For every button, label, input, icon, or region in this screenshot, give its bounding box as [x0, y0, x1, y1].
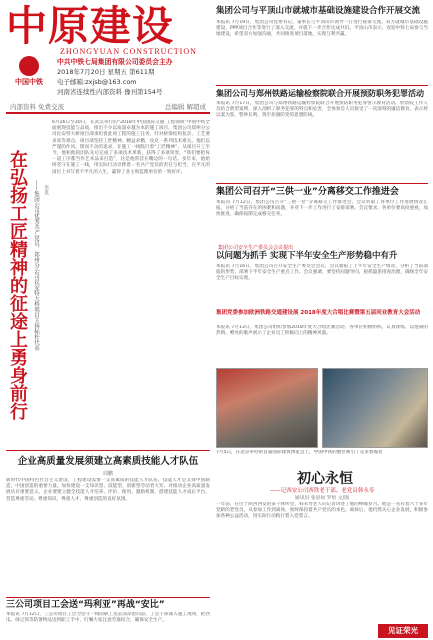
article-2-title: 集团公司与郑州铁路运输检察院联合开展预防职务犯罪活动: [216, 89, 424, 98]
lead-headline: 在弘扬工匠精神的征途上勇身前行: [7, 150, 28, 420]
lead-subtitle: ——集团公司优秀共产党员、郑州分公司民安特大桥项目主扬标杆代表: [33, 180, 39, 351]
bottom-right-subtitle: ——记西安公司西铁老干部、老党员韩永寿: [269, 488, 375, 494]
logo-text: 中国中铁: [15, 78, 43, 86]
license-line: 河南省连续性内部资料 豫刊第154号: [57, 88, 163, 96]
lead-body: 6月26日至30日，在武汉举行的“2018年中国国际交通·工程领域”中国中铁全面展现技能与品质，推出不少以质量卓越为本的施工项目。集团公司郑州分公司民安特大桥项目部承担着此项工程的施工任务，针对桥梁结构复杂、工艺要求高等难点，项目部坚持工匠精神，精益求精，攻克一系列技术难关。他们以严谨的作风，锲而不舍的追求，在施工一线践行着“工匠精神”。从项目开工至今，他和他的团队先后完成了多项技术革新，获得了多项荣誉。“我们要把每一道工序都当作艺术品来打造”，这是他常挂在嘴边的一句话。多年来，他始终坚守在施工一线，用实际行动诠释着一名共产党员的责任与担当，在平凡的岗位上书写着不平凡的人生，赢得了业主和监理单位的一致好评。: [52, 120, 210, 175]
bottom-right-title: 初心永恒: [297, 471, 353, 487]
crcc-logo: [6, 56, 52, 90]
safety-kicker: 集团公司安全生产委员会会议提出: [218, 245, 294, 251]
photo-exhibition: [322, 368, 428, 448]
chief-editor: 总编辑 解超成: [164, 103, 206, 111]
internal-note: 内部资料 免费交流: [10, 103, 65, 111]
bottom-right-author: 通讯员 张思如 罗恒 文/图: [294, 496, 350, 501]
organizer-line: 中共中铁七局集团有限公司委员会主办: [57, 58, 173, 66]
bottom-left-author: 周鹏: [102, 471, 113, 477]
article-rule: [216, 183, 428, 184]
logo-icon: [19, 56, 39, 76]
section-rule: [6, 450, 210, 451]
bottom-left-title: 企业高质量发展须建立高素质技能人才队伍: [17, 456, 199, 467]
article-3-title: 集团公司召开“三供一业”分离移交工作推进会: [216, 187, 399, 197]
photo-caption: 7月5日，在北京举办的首届国际建筑博览会上，中国中铁的展位吸引了众多参观者: [216, 450, 383, 455]
subline: [10, 102, 206, 111]
strip-rule: [6, 597, 210, 598]
article-3-body: 本报讯 7月12日，集团公司召开“三供一业”分离移交工作推进会，会议听取了各单位工作进展情况汇报，分析了当前存在的困难和问题，并对下一步工作进行了安排部署。会议要求，各单位要高度重视，加快推进，确保按期完成移交任务。: [216, 200, 428, 218]
article-rule: [216, 85, 428, 86]
email-line: 电子邮箱:zxjsb@163.com: [57, 78, 137, 86]
article-4-title: 以问题为抓手 实现下半年安全生产形势稳中有升: [216, 251, 398, 261]
photo-event: [216, 368, 318, 448]
article-4-body: 本报讯 7月16日，集团公司召开安全生产委员会会议，会议通报了上半年安全生产情况，分析了当前面临的形势，部署下半年安全生产重点工作。会议强调，要坚持问题导向，狠抓隐患排查治理，确保全年安全生产目标实现。: [216, 264, 428, 282]
bottom-left-body: 新时代中国特色社会主义建设，工程建设需要一支高素质的技能人才队伍。技能人才是支撑中国制造、中国创造的重要力量。加快建设一支知识型、技能型、创新型劳动者大军，对推动企业高质量发展具有重要意义。企业要建立健全技能人才培养、评价、使用、激励机制，搭建技能人才成长平台，营造尊重劳动、尊重知识、尊重人才、尊重创造的良好氛围。: [6, 478, 210, 502]
masthead-title: 中原建设: [6, 2, 174, 50]
article-5-body: 本报讯 7月13日，集团公司组织参加2018年度大合唱比赛活动，各单位积极组织，认真排练，以饱满的热情、嘹亮的歌声展示了企业员工积极向上的精神风貌。: [216, 325, 428, 337]
bottom-strip-body: 本报讯 7月12日，三公司项目工会为坚守一线的职工送去清凉慰问品。工会干部深入施工现场，把西瓜、绿豆汤等防暑物品送到职工手中，叮嘱大家注意劳逸结合，确保安全生产。: [6, 612, 210, 624]
masthead-rule: [6, 112, 210, 114]
corner-badge: 见证荣光: [378, 624, 428, 638]
article-2-body: 本报讯 7月17日，集团公司与郑州铁路运输检察院联合开展预防职务犯罪警示教育活动。检察院工作人员结合典型案例，深入剖析了职务犯罪的特点和危害，全体参会人员接受了一次深刻的廉洁教育，表示将以案为鉴，警钟长鸣，筑牢拒腐防变的思想防线。: [216, 101, 428, 119]
article-1-body: 本报讯 7月19日，集团公司党委书记、董事长与平顶山市领导一行进行座谈交流。双方就城市基础设施建设、PPP项目合作等进行了深入交流，并就下一步合作达成共识。平顶山市表示，欢迎中铁七局参与当地建设，希望双方加强沟通，共同推进项目落地，实现互利共赢。: [216, 20, 428, 38]
bottom-strip-title: 三公司项目工会送“玛利亚”再战“安比”: [6, 600, 165, 610]
article-1-title: 集团公司与平顶山市就城市基础设施建设合作开展交流: [216, 6, 421, 16]
lead-author: 李英: [43, 185, 49, 195]
article-5-title: 集团党委参加欧洲铁路交通建设展 2018年度大合唱比赛暨第五届同业教育大会活动: [216, 310, 421, 316]
bottom-right-body: 一年前，在位于陕西西安的某干休所里，韩永寿老人向记者讲述了他的峥嵘岁月。他是一名有着六十多年党龄的老党员，从参加工作到离休，始终保持着共产党员的本色。离休后，他仍然关心企业发展，积极参加各种公益活动，用实际行动践行着入党誓言。: [216, 502, 428, 520]
masthead-english: ZHONGYUAN CONSTRUCTION: [60, 47, 197, 56]
date-line: 2018年7月20日 星期五 第611期: [57, 68, 155, 76]
